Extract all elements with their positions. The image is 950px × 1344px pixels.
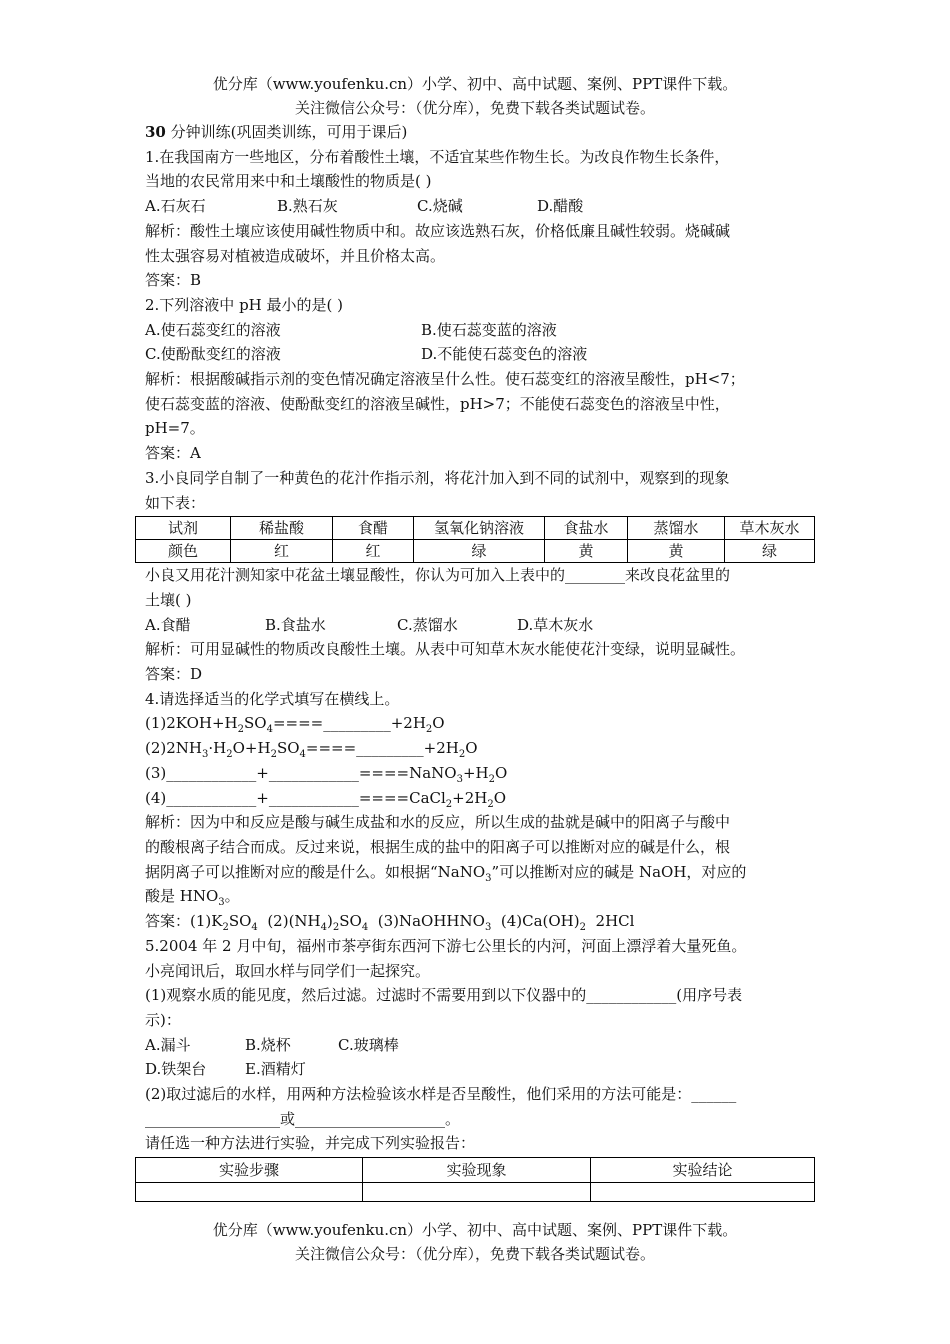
q5-part2-line-2: __________________或____________________。 xyxy=(145,1109,461,1128)
q4-analysis-line-1: 解析：因为中和反应是酸与碱生成盐和水的反应，所以生成的盐就是碱中的阳离子与酸中 xyxy=(145,813,731,832)
q5-options-row-1 xyxy=(145,1033,817,1058)
q5-stem-line-2: 小亮闻讯后，取回水样与同学们一起探究。 xyxy=(145,961,431,980)
q1-option-d: D.醋酸 xyxy=(537,197,584,216)
table-cell: 草木灰水 xyxy=(725,517,815,540)
q4-analysis-line-2: 的酸根离子结合而成。反过来说，根据生成的盐中的阳离子可以推断对应的碱是什么，根 xyxy=(145,837,731,856)
q3-option-a: A.食醋 xyxy=(145,615,191,634)
q5-option-d: D.铁架台 xyxy=(145,1060,207,1079)
q5-part2-line-1: (2)取过滤后的水样，用两种方法检验该水样是否呈酸性，他们采用的方法可能是：______ xyxy=(145,1085,737,1104)
table-cell: 蒸馏水 xyxy=(628,517,725,540)
q4-item-4: $(4)\_\_\_\_\_\_\_\_\_\_\_\_+\_\_\_\_\_\_\_\_\_\_\_\_====CaCl_2+2H_2O$ xyxy=(145,788,507,810)
q1-option-a: A.石灰石 xyxy=(145,197,206,216)
q2-analysis-line-1: 解析：根据酸碱指示剂的变色情况确定溶液呈什么性。使石蕊变红的溶液呈酸性，pH<7； xyxy=(145,370,745,389)
footer-line-2: 关注微信公众号：（优分库），免费下载各类试题试卷。 xyxy=(294,1245,655,1263)
indicator-table xyxy=(135,516,815,563)
q3-option-c: C.蒸馏水 xyxy=(397,615,458,634)
q3-options xyxy=(145,613,817,638)
table-cell: 试剂 xyxy=(136,517,231,540)
q5-option-c: C.玻璃棒 xyxy=(338,1035,399,1054)
table-cell[interactable] xyxy=(136,1183,363,1202)
q2-options-row-2 xyxy=(145,342,817,367)
q4-analysis-3-post: ”可以推断对应的碱是 NaOH，对应的 xyxy=(491,862,747,881)
document-body xyxy=(145,120,817,1202)
q5-option-a: A.漏斗 xyxy=(145,1035,191,1054)
table-cell: 绿 xyxy=(725,540,815,563)
table-cell: 稀盐酸 xyxy=(231,517,333,540)
table-cell: 食醋 xyxy=(333,517,414,540)
table-cell: 红 xyxy=(231,540,333,563)
q2-option-c: C.使酚酞变红的溶液 xyxy=(145,345,281,364)
q4-analysis-4-pre: 酸是 HNO xyxy=(145,887,219,906)
q4-analysis-line-3: 据阴离子可以推断对应的酸是什么。如根据“NaNO$_3$”可以推断对应的碱是 NaOH，对应的 xyxy=(145,862,747,884)
footer-line-1: 优分库（www.youfenku.cn）小学、初中、高中试题、案例、PPT课件下载。 xyxy=(212,1221,738,1239)
q3-option-b: B.食盐水 xyxy=(265,615,326,634)
q1-stem-line-2: 当地的农民常用来中和土壤酸性的物质是( ) xyxy=(145,172,432,191)
q2-option-d: D.不能使石蕊变色的溶液 xyxy=(421,345,588,364)
q2-analysis-line-3: pH=7。 xyxy=(145,419,205,438)
section-title-number: 30 xyxy=(145,123,166,141)
q3-stem-line-2: 如下表： xyxy=(145,493,206,512)
section-title xyxy=(145,120,817,145)
q4-analysis-4-post: 。 xyxy=(224,887,240,906)
q4-analysis-3-pre: 据阴离子可以推断对应的酸是什么。如根据“NaNO xyxy=(145,862,486,881)
section-title-text: 分钟训练(巩固类训练，可用于课后) xyxy=(170,123,408,141)
q1-answer: 答案：B xyxy=(145,271,202,290)
q4-stem: 4.请选择适当的化学式填写在横线上。 xyxy=(145,689,400,708)
q1-option-b: B.熟石灰 xyxy=(277,197,338,216)
q3-analysis: 解析：可用显碱性的物质改良酸性土壤。从表中可知草木灰水能使花汁变绿，说明显碱性。 xyxy=(145,640,746,659)
q2-answer: 答案：A xyxy=(145,444,201,463)
q5-stem-line-1: 5.2004 年 2 月中旬，福州市茶亭街东西河下游七公里长的内河，河面上漂浮着大量死鱼。 xyxy=(145,936,747,955)
q1-analysis-line-2: 性太强容易对植被造成破坏，并且价格太高。 xyxy=(145,246,446,265)
q3-follow-line-2: 土壤( ) xyxy=(145,590,192,609)
header-line-2: 关注微信公众号：（优分库），免费下载各类试题试卷。 xyxy=(294,99,655,117)
table-cell: 实验结论 xyxy=(591,1158,815,1183)
q4-item-1: $(1)2KOH+H_2SO_4====\_\_\_\_\_\_\_\_\_+2H_2O$ xyxy=(145,714,445,736)
table-cell: 黄 xyxy=(628,540,725,563)
experiment-report-table xyxy=(135,1157,815,1202)
table-cell[interactable] xyxy=(363,1183,591,1202)
q5-part1-line-2: 示)： xyxy=(145,1010,181,1029)
table-cell[interactable] xyxy=(591,1183,815,1202)
q3-stem-line-1: 3.小良同学自制了一种黄色的花汁作指示剂，将花汁加入到不同的试剂中，观察到的现象 xyxy=(145,468,730,487)
table-row xyxy=(136,517,815,540)
table-cell: 食盐水 xyxy=(545,517,628,540)
q2-options-row-1 xyxy=(145,318,817,343)
q3-option-d: D.草木灰水 xyxy=(517,615,594,634)
q2-analysis-line-2: 使石蕊变蓝的溶液、使酚酞变红的溶液呈碱性，pH>7；不能使石蕊变色的溶液呈中性， xyxy=(145,394,730,413)
q5-part2-line-3: 请任选一种方法进行实验，并完成下列实验报告： xyxy=(145,1134,476,1153)
q4-item-3: $(3)\_\_\_\_\_\_\_\_\_\_\_\_+\_\_\_\_\_\_\_\_\_\_\_\_====NaNO_3+H_2O$ xyxy=(145,763,508,785)
q5-part1-line-1: (1)观察水质的能见度，然后过滤。过滤时不需要用到以下仪器中的____________(用序号表 xyxy=(145,986,743,1005)
table-cell: 氢氧化钠溶液 xyxy=(414,517,545,540)
q1-option-c: C.烧碱 xyxy=(417,197,463,216)
page-header xyxy=(0,72,950,120)
q5-option-e: E.酒精灯 xyxy=(245,1060,306,1079)
table-row xyxy=(136,1183,815,1202)
q2-option-a: A.使石蕊变红的溶液 xyxy=(145,320,281,339)
q1-stem-line-1: 1.在我国南方一些地区，分布着酸性土壤，不适宜某些作物生长。为改良作物生长条件， xyxy=(145,147,730,166)
header-line-1: 优分库（www.youfenku.cn）小学、初中、高中试题、案例、PPT课件下载。 xyxy=(212,75,738,93)
q4-analysis-line-4: 酸是 $HNO_3$。 xyxy=(145,887,240,909)
table-row xyxy=(136,540,815,563)
table-cell: 黄 xyxy=(545,540,628,563)
q5-options-row-2 xyxy=(145,1057,817,1082)
q1-analysis-line-1: 解析：酸性土壤应该使用碱性物质中和。故应该选熟石灰，价格低廉且碱性较弱。烧碱碱 xyxy=(145,221,731,240)
table-row xyxy=(136,1158,815,1183)
table-cell: 实验现象 xyxy=(363,1158,591,1183)
q2-stem: 2.下列溶液中 pH 最小的是( ) xyxy=(145,295,344,314)
q3-answer: 答案：D xyxy=(145,665,203,684)
q3-follow-line-1: 小良又用花汁测知家中花盆土壤显酸性，你认为可加入上表中的________来改良花盆里的 xyxy=(145,566,731,585)
page-footer xyxy=(0,1218,950,1266)
table-cell: 颜色 xyxy=(136,540,231,563)
table-cell: 绿 xyxy=(414,540,545,563)
q2-option-b: B.使石蕊变蓝的溶液 xyxy=(421,320,557,339)
q1-options xyxy=(145,194,817,219)
q5-option-b: B.烧杯 xyxy=(245,1035,291,1054)
q4-answer: 答案：$(1)K_2SO_4$ $(2)(NH_4)_2SO_4$ (3)NaOHHNO$_3$ $(4)Ca(OH)_2$ 2HCl xyxy=(145,912,635,934)
table-cell: 实验步骤 xyxy=(136,1158,363,1183)
table-cell: 红 xyxy=(333,540,414,563)
q4-item-2: $(2)2NH_3\cdot H_2O+H_2SO_4====\_\_\_\_\_\_\_\_\_+2H_2O$ xyxy=(145,739,478,761)
